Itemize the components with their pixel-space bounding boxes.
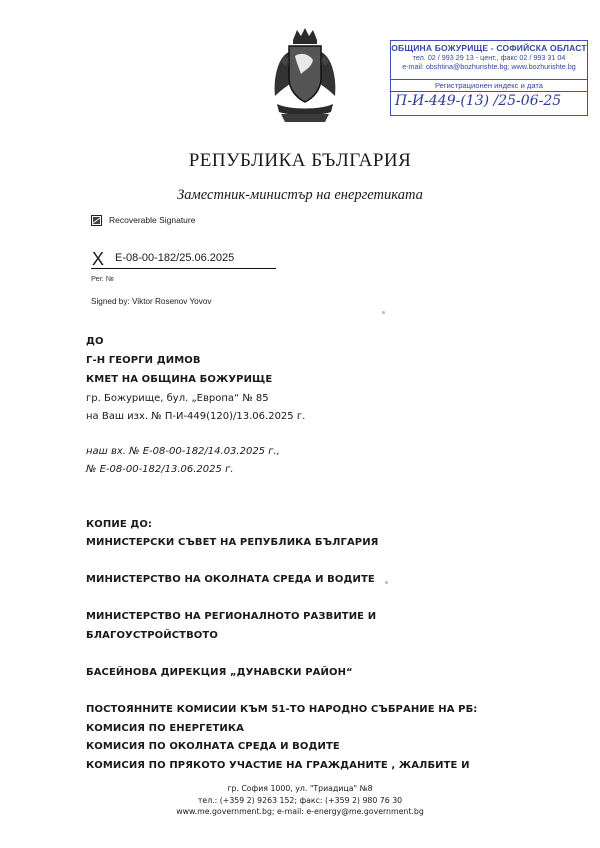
coat-of-arms-icon [271, 26, 339, 126]
country-title: РЕПУБЛИКА БЪЛГАРИЯ [188, 150, 412, 171]
our-reference-1: наш вх. № Е-08-00-182/14.03.2025 г., [86, 446, 280, 457]
recoverable-signature-label: Recoverable Signature [109, 215, 196, 225]
recipient-position: КМЕТ НА ОБЩИНА БОЖУРИЩЕ [86, 374, 273, 385]
copy-regional-ministry-1: МИНИСТЕРСТВО НА РЕГИОНАЛНОТО РАЗВИТИЕ И [86, 611, 377, 622]
stamp-handwritten-index: П-И-449-(13) /25-06-25 [395, 93, 562, 109]
footer [0, 783, 600, 818]
scan-dot [382, 311, 385, 314]
recipient-reference: на Ваш изх. № П-И-449(120)/13.06.2025 г. [86, 411, 306, 422]
copy-commission-environment: КОМИСИЯ ПО ОКОЛНАТА СРЕДА И ВОДИТЕ [86, 741, 340, 752]
copies-heading: КОПИЕ ДО: [86, 519, 153, 530]
copy-basin-directorate: БАСЕЙНОВА ДИРЕКЦИЯ „ДУНАВСКИ РАЙОН“ [86, 667, 353, 678]
recipient-address: гр. Божурище, бул. „Европа“ № 85 [86, 393, 269, 404]
footer-web: www.me.government.bg; e-mail: e-energy@me.government.bg [176, 807, 424, 816]
stamp-title: ОБЩИНА БОЖУРИЩЕ - СОФИЙСКА ОБЛАСТ [391, 43, 587, 53]
registration-number-label: Рег. № [91, 274, 114, 283]
signed-by: Signed by: Viktor Rosenov Yovov [91, 297, 212, 306]
registration-number: Е-08-00-182/25.06.2025 [115, 252, 235, 264]
copy-council: МИНИСТЕРСКИ СЪВЕТ НА РЕПУБЛИКА БЪЛГАРИЯ [86, 537, 379, 548]
recipient-to: ДО [86, 336, 104, 347]
stamp-email: e-mail: obshtina@bozhurishte.bg; www.bozhurishte.bg [402, 62, 576, 71]
signature-mark: X [92, 249, 105, 269]
recipient-name: Г-Н ГЕОРГИ ДИМОВ [86, 355, 201, 366]
scan-dot [385, 581, 388, 584]
copy-regional-ministry-2: БЛАГОУСТРОЙСТВОТО [86, 630, 218, 641]
copy-env-ministry: МИНИСТЕРСТВО НА ОКОЛНАТА СРЕДА И ВОДИТЕ [86, 574, 375, 585]
signature-icon [91, 215, 102, 226]
stamp-phone: тел. 02 / 993 29 13 - цент., факс 02 / 993 31 04 [412, 53, 566, 62]
footer-phones: тел.: (+359 2) 9263 152; факс: (+359 2) 980 76 30 [197, 795, 403, 805]
registration-stamp [390, 40, 588, 116]
our-reference-2: № Е-08-00-182/13.06.2025 г. [86, 464, 234, 475]
footer-address: гр. София 1000, ул. "Триадица" №8 [227, 784, 373, 793]
stamp-reg-label: Регистрационен индекс и дата [391, 79, 587, 92]
copy-commission-citizens: КОМИСИЯ ПО ПРЯКОТО УЧАСТИЕ НА ГРАЖДАНИТЕ , ЖАЛБИТЕ И [86, 760, 470, 771]
copy-parliament: ПОСТОЯННИТЕ КОМИСИИ КЪМ 51-ТО НАРОДНО СЪБРАНИЕ НА РБ: [86, 704, 478, 715]
office-title: Заместник-министър на енергетиката [177, 187, 423, 203]
signature-line [91, 268, 276, 269]
copy-commission-energy: КОМИСИЯ ПО ЕНЕРГЕТИКА [86, 723, 245, 734]
